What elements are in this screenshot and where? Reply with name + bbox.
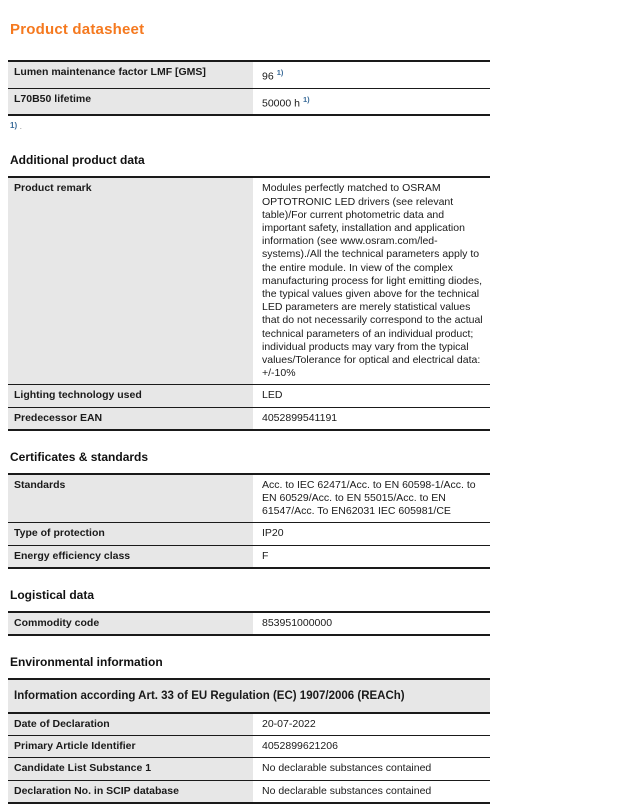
row-value: 20-07-2022 xyxy=(262,718,316,731)
table-row xyxy=(8,384,490,406)
footnote xyxy=(10,121,490,134)
certificates-standards-table xyxy=(8,473,490,569)
row-label: Product remark xyxy=(8,178,253,384)
table-row xyxy=(8,178,490,384)
row-label: Predecessor EAN xyxy=(8,408,253,429)
table-row xyxy=(8,735,490,757)
footnote-text: . xyxy=(19,124,22,132)
table-row xyxy=(8,522,490,544)
row-label: Type of protection xyxy=(8,523,253,544)
section-title-additional-product-data: Additional product data xyxy=(10,153,145,168)
footnote-ref: 1) xyxy=(302,94,310,104)
section-title-certificates-standards: Certificates & standards xyxy=(10,449,149,464)
row-value: No declarable substances contained xyxy=(262,784,432,797)
row-value: F xyxy=(262,549,269,562)
row-value: IP20 xyxy=(262,527,284,540)
row-label: Lighting technology used xyxy=(8,385,253,406)
row-label: Energy efficiency class xyxy=(8,546,253,567)
row-label: Standards xyxy=(8,475,253,523)
row-label: Primary Article Identifier xyxy=(8,736,253,757)
page-title: Product datasheet xyxy=(10,21,145,38)
table-row xyxy=(8,780,490,802)
row-label: Commodity code xyxy=(8,613,253,634)
footnote-marker: 1) xyxy=(10,121,18,131)
table-row xyxy=(8,545,490,567)
datasheet-page xyxy=(8,21,490,804)
logistical-data-table xyxy=(8,611,490,636)
row-value-text: 50000 h xyxy=(262,97,300,110)
footnote-ref: 1) xyxy=(276,68,284,77)
row-value: No declarable substances contained xyxy=(262,762,432,775)
section-title-logistical-data: Logistical data xyxy=(10,587,95,602)
row-label: Declaration No. in SCIP database xyxy=(8,781,253,802)
reach-table xyxy=(8,678,490,804)
row-value: Acc. to IEC 62471/Acc. to EN 60598-1/Acc. to EN 60529/Acc. to EN 55015/Acc. to EN 61547/Acc. To EN62031 IEC 605981/CE xyxy=(262,478,476,518)
row-label: L70B50 lifetime xyxy=(8,89,253,115)
table-row xyxy=(8,407,490,429)
row-value: 4052899541191 xyxy=(262,411,338,424)
section-title-environmental-information: Environmental information xyxy=(10,655,163,670)
table-row xyxy=(8,475,490,523)
table-row xyxy=(8,757,490,779)
row-label: Date of Declaration xyxy=(8,714,253,735)
table-row xyxy=(8,88,490,115)
table-row xyxy=(8,714,490,735)
lifetime-table xyxy=(8,60,490,116)
row-label: Candidate List Substance 1 xyxy=(8,758,253,779)
table-row xyxy=(8,613,490,634)
row-value: 4052899621206 xyxy=(262,740,338,753)
reach-subheader: Information according Art. 33 of EU Regulation (EC) 1907/2006 (REACh) xyxy=(8,680,490,714)
table-row xyxy=(8,62,490,88)
row-label: Lumen maintenance factor LMF [GMS] xyxy=(8,62,253,88)
row-value: LED xyxy=(262,389,283,402)
additional-product-data-table xyxy=(8,176,490,430)
row-value: Modules perfectly matched to OSRAM OPTOTRONIC LED drivers (see relevant table)/For current photometric data and important safety, installation and application information (see www.osram.com/led-systems)./All the technical parameters apply to the entire module. In view of the complex manufacturing process for light emitting diodes, the typical values given above for the technical LED parameters are merely statistical values that do not necessarily correspond to the actual technical parameters of an individual product; individual products may vary from the typical values/Tolerance for optical and electrical data: +/-10% xyxy=(262,182,483,380)
row-value-text: 96 xyxy=(262,70,274,83)
row-value xyxy=(253,89,490,115)
row-value: 853951000000 xyxy=(262,616,333,629)
row-value xyxy=(253,62,490,88)
